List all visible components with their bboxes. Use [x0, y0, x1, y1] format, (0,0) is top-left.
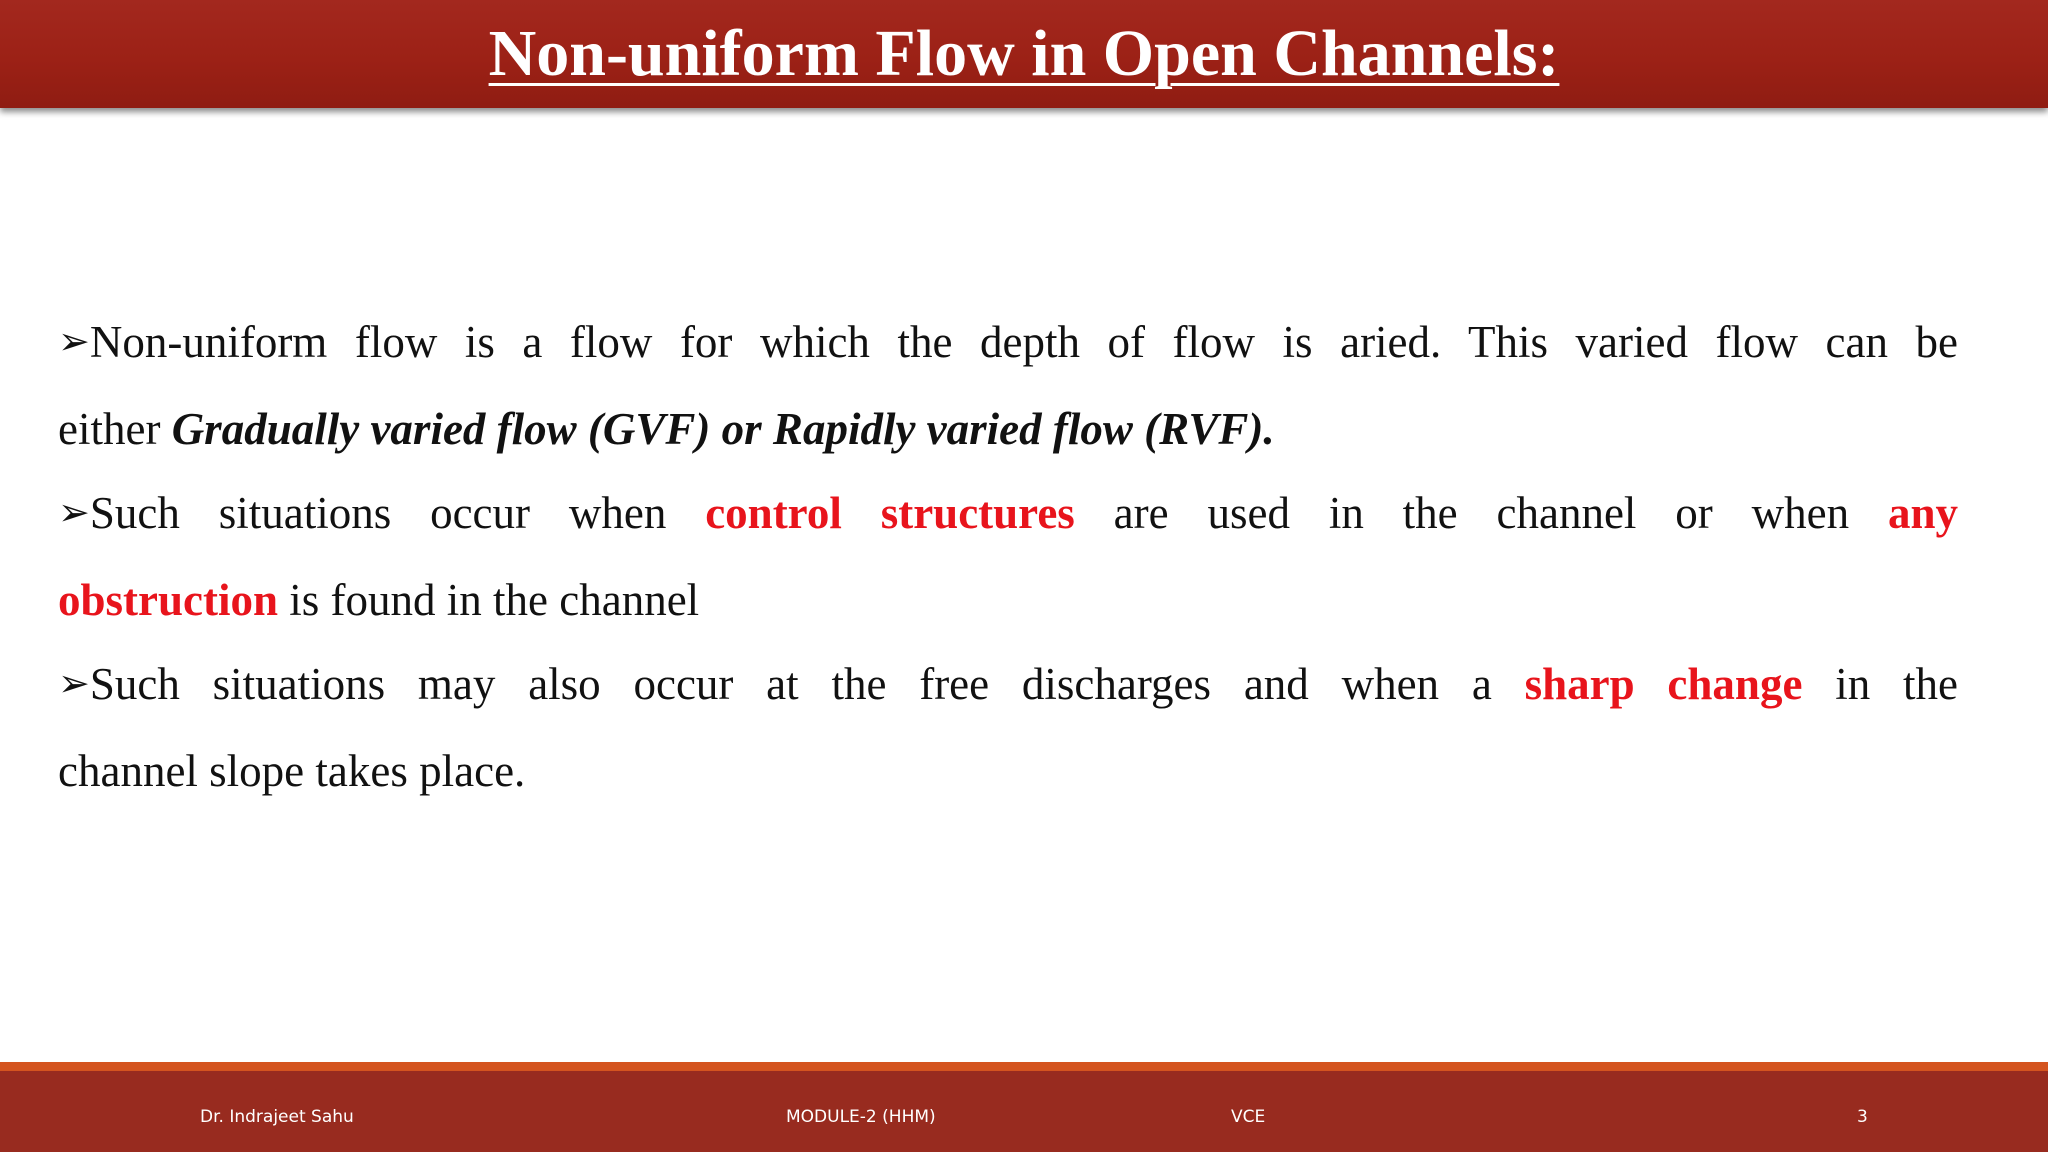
- bullet-2-text-mid: are used in the channel or when: [1074, 488, 1888, 538]
- highlight-obstruction: obstruction: [58, 574, 279, 625]
- arrow-bullet-icon: ➢: [58, 319, 90, 363]
- footer-module: MODULE-2 (HHM): [786, 1107, 936, 1127]
- highlight-control-structures: control structures: [705, 488, 1075, 538]
- highlight-sharp-change: sharp change: [1524, 659, 1803, 709]
- arrow-bullet-icon: ➢: [58, 490, 90, 534]
- bullet-2-line-2: [58, 558, 1958, 643]
- slide-content: [58, 300, 1958, 813]
- bullet-3-text: Such situations may also occur at the free discharges and when a: [89, 659, 1525, 709]
- footer-page-number: 3: [1857, 1107, 1868, 1127]
- bullet-2: [58, 471, 1958, 642]
- bullet-3-text-end: channel slope takes place.: [58, 745, 526, 796]
- slide-title: Non-uniform Flow in Open Channels:: [488, 17, 1560, 90]
- bullet-3-line-1: [58, 642, 1958, 729]
- footer-accent-line: [0, 1062, 2048, 1071]
- bullet-2-line-1: [58, 471, 1958, 558]
- footer-author: Dr. Indrajeet Sahu: [200, 1107, 354, 1127]
- title-bar: [0, 0, 2048, 108]
- bullet-2-text: Such situations occur when: [89, 488, 706, 538]
- bullet-3-line-2: [58, 729, 1958, 814]
- bullet-2-text-end: is found in the channel: [278, 574, 700, 625]
- bullet-1-text-cont: either: [58, 403, 172, 454]
- bullet-1-line-1: [58, 300, 1958, 387]
- highlight-any: any: [1887, 488, 1958, 538]
- bullet-1-emphasis: Gradually varied flow (GVF) or Rapidly varied flow (RVF).: [171, 403, 1275, 454]
- footer-bar: [0, 1071, 2048, 1152]
- bullet-1: [58, 300, 1958, 471]
- bullet-3: [58, 642, 1958, 813]
- bullet-3-text-mid: in the: [1802, 659, 1958, 709]
- bullet-1-line-2: [58, 387, 1958, 472]
- arrow-bullet-icon: ➢: [58, 661, 90, 705]
- footer-college: VCE: [1231, 1107, 1266, 1127]
- bullet-1-text: Non-uniform flow is a flow for which the depth of flow is aried. This varied flow can be: [89, 317, 1958, 367]
